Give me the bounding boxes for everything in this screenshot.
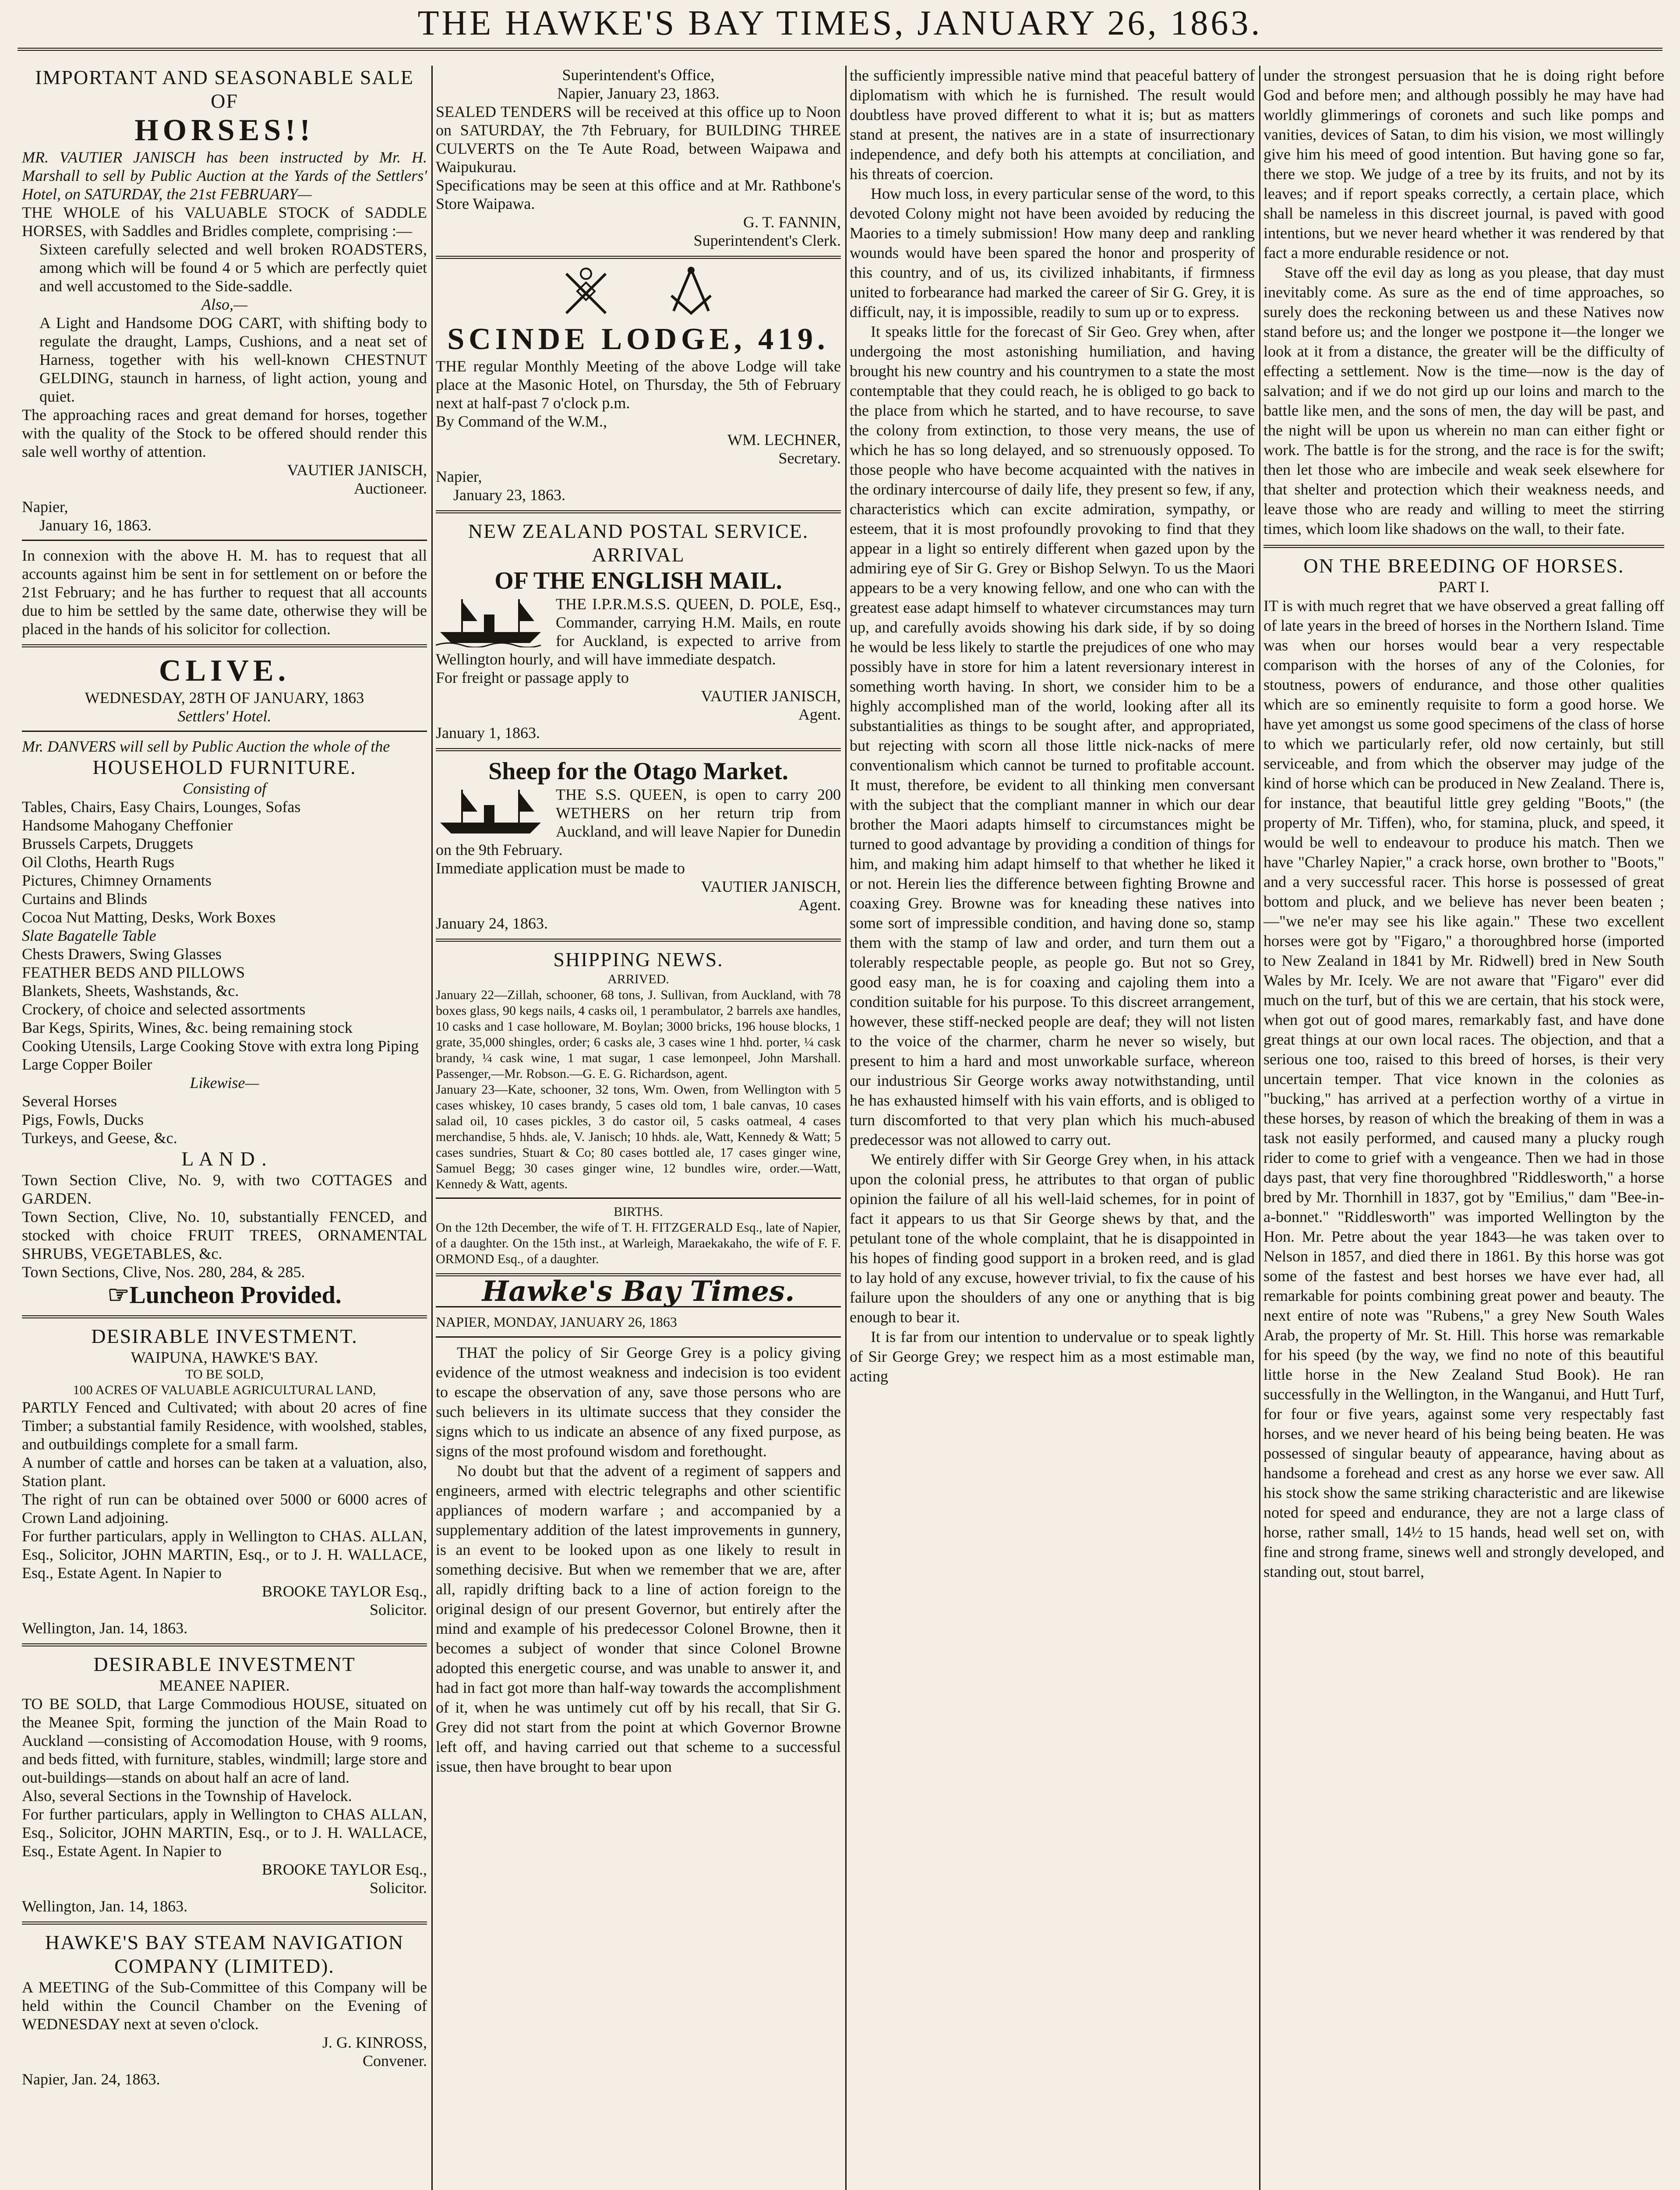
article-paragraph: It is far from our intention to undervalue or to speak lightly of Sir George Grey; we respect him as a most estimable man, acting bbox=[850, 1328, 1255, 1385]
advert-body: THE WHOLE of his VALUABLE STOCK of SADDLE HORSES, with Saddles and Bridles complete, comprising :— bbox=[22, 204, 427, 240]
advert-body: THE regular Monthly Meeting of the above Lodge will take place at the Masonic Hotel, on Thursday, the 5th of February next at half-past 7 o'clock p.m. bbox=[436, 357, 841, 412]
column-2 bbox=[431, 66, 845, 2190]
advert-by: By Command of the W.M., bbox=[436, 413, 607, 430]
section-subtitle: ARRIVED. bbox=[607, 972, 669, 986]
steamship-icon bbox=[436, 595, 550, 647]
advert-title: DESIRABLE INVESTMENT bbox=[93, 1653, 356, 1675]
list-item: Likewise— bbox=[190, 1074, 259, 1091]
advert-signature-title: Convener. bbox=[363, 2052, 427, 2070]
divider bbox=[22, 540, 427, 541]
list-item: Bar Kegs, Spirits, Wines, &c. being remaining stock bbox=[22, 1019, 353, 1036]
postal-advert bbox=[436, 519, 841, 742]
advert-notice: In connexion with the above H. M. has to request that all accounts against him be sent in for settlement on or before the 21st February; and he has further to request that all accounts due to him be settled by the same date, otherwise they will be placed in the hands of his solicitor for collection. bbox=[22, 547, 427, 638]
advert-signature: VAUTIER JANISCH, bbox=[701, 878, 841, 895]
steamship-icon bbox=[436, 785, 550, 838]
steam-navigation-advert bbox=[22, 1931, 427, 2088]
advert-body: THE I.P.R.M.S.S. QUEEN, D. POLE, Esq., Commander, carrying H.M. Mails, en route for Auckland, is expected to arrive from Wellington hourly, and will have immediate despatch. bbox=[436, 595, 841, 668]
editorial-article-continued bbox=[850, 66, 1255, 1386]
advert-body: For further particulars, apply in Wellington to CHAS. ALLAN, Esq., Solicitor, JOHN MARTIN, Esq., or to J. H. WALLACE, Esq., Estate Agent. In Napier to bbox=[22, 1527, 427, 1582]
advert-date: Napier, Jan. 24, 1863. bbox=[22, 2070, 160, 2088]
crossed-swords-icon bbox=[560, 265, 612, 318]
list-item: Tables, Chairs, Easy Chairs, Lounges, Sofas bbox=[22, 798, 301, 816]
investment-advert bbox=[22, 1653, 427, 1915]
advert-intro: MR. VAUTIER JANISCH has been instructed by Mr. H. Marshall to sell by Public Auction at the Yards of the Settlers' Hotel, on SATURDAY, the 21st FEBRUARY— bbox=[22, 148, 427, 203]
advert-signature: WM. LECHNER, bbox=[727, 431, 841, 449]
horse-breeding-article bbox=[1264, 554, 1664, 1582]
advert-place: MEANEE NAPIER. bbox=[159, 1677, 290, 1694]
divider bbox=[22, 644, 427, 647]
advert-date: January 1, 1863. bbox=[436, 724, 540, 742]
list-item: Blankets, Sheets, Washstands, &c. bbox=[22, 982, 239, 1000]
divider bbox=[1264, 545, 1664, 548]
article-paragraph: No doubt but that the advent of a regiment of sappers and engineers, armed with electric telegraphs and other scientific appliances of modern warfare ; and accompanied by a supplementary addition of the latest improvements in gunnery, is an event to be looked upon as one likely to result in something decisive. But when we remember that we are, after all, rapidly drifting back to a line of action foreign to the original design of our present Governor, but entirely after the mind and example of his predecessor Colonel Browne, then it becomes a subject of wonder that since Colonel Browne adopted this energetic course, and was unable to answer it, and had in fact got more than half-way towards the accomplishment of it, when he was untimely cut off by his recall, that Sir G. Grey did not start from the point at which Governor Browne left off, and having carried out that scheme to a successful issue, then have brought to bear upon bbox=[436, 1462, 841, 1775]
advert-body: SEALED TENDERS will be received at this office up to Noon on SATURDAY, the 7th February, for BUILDING THREE CULVERTS on the Te Aute Road, between Waipawa and Waipukurau. bbox=[436, 103, 841, 176]
advert-date: January 24, 1863. bbox=[436, 915, 548, 932]
clive-advert bbox=[22, 653, 427, 1309]
horses-advert bbox=[22, 66, 427, 638]
divider bbox=[22, 731, 427, 732]
advert-signature-title: Agent. bbox=[798, 896, 841, 914]
article-paragraph: How much loss, in every particular sense of the word, to this devoted Colony might not have been avoided by reducing the Maories to a timely submission! How many deep and rankling wounds would have been spared the honor and prosperity of this country, and of us, its civilized inhabitants, if firmness united to forbearance had marked the career of Sir G. Grey, it is difficult, nay, it is impossible, readily to sum up or to express. bbox=[850, 185, 1255, 321]
list-item: Curtains and Blinds bbox=[22, 890, 147, 908]
land-item: Town Section, Clive, No. 10, substantially FENCED, and stocked with choice FRUIT TREES, ORNAMENTAL SHRUBS, VEGETABLES, &c. bbox=[22, 1208, 427, 1262]
list-item: Turkeys, and Geese, &c. bbox=[22, 1129, 177, 1147]
advert-signature: BROOKE TAYLOR Esq., bbox=[261, 1582, 427, 1600]
advert-signature-title: Solicitor. bbox=[369, 1601, 427, 1618]
advert-intro: Mr. DANVERS will sell by Public Auction the whole of the bbox=[22, 738, 390, 755]
masthead-rule bbox=[18, 48, 1662, 51]
shipping-news bbox=[436, 948, 841, 1267]
advert-body: The right of run can be obtained over 5000 or 6000 acres of Crown Land adjoining. bbox=[22, 1491, 427, 1526]
divider bbox=[22, 1315, 427, 1318]
list-item: Oil Cloths, Hearth Rugs bbox=[22, 853, 174, 871]
divider bbox=[436, 256, 841, 259]
divider bbox=[436, 939, 841, 942]
divider bbox=[436, 748, 841, 751]
advert-body: TO BE SOLD, that Large Commodious HOUSE, situated on the Meanee Spit, forming the junction of the Main Road to Auckland —consisting of Accomodation House, with 9 rooms, and beds fitted, with furniture, stables, windmill; large store and out-buildings—stands on about half an acre of land. bbox=[22, 1695, 427, 1786]
column-1 bbox=[18, 66, 431, 2190]
list-item: Brussels Carpets, Druggets bbox=[22, 835, 193, 852]
advert-arrival: ARRIVAL bbox=[592, 544, 685, 566]
advert-signature-title: Auctioneer. bbox=[354, 480, 427, 497]
advert-heading: IMPORTANT AND SEASONABLE SALE OF bbox=[35, 66, 414, 112]
births-heading: BIRTHS. bbox=[614, 1204, 663, 1219]
list-item: Cooking Utensils, Large Cooking Stove with extra long Piping bbox=[22, 1037, 419, 1055]
advert-heading: L A N D . bbox=[181, 1148, 268, 1170]
advert-signature-title: Secretary. bbox=[778, 449, 841, 467]
list-item: Large Copper Boiler bbox=[22, 1056, 152, 1073]
advert-signature-title: Solicitor. bbox=[369, 1879, 427, 1897]
advert-where: Settlers' Hotel. bbox=[177, 707, 272, 725]
article-paragraph: under the strongest persuasion that he is doing right before God and before men; and although possibly he may have had worldly glimmerings of coronets and such like pomps and vanities, devices of Satan, to dim his vision, we most willingly give him his meed of good intention. But having gone so far, there we stop. We judge of a tree by its fruits, and not by its leaves; and if report speaks correctly, a certain place, which shall be nameless in this discreet journal, is paved with good intentions, but we never heard whether it was rendered by that fact a more endurable residence or not. bbox=[1264, 67, 1664, 261]
advert-place: WAIPUNA, HAWKE'S BAY. bbox=[131, 1349, 318, 1366]
advert-signature: G. T. FANNIN, bbox=[743, 213, 841, 231]
advert-body: A MEETING of the Sub-Committee of this Company will be held within the Council Chamber on the Evening of WEDNESDAY next at seven o'clock. bbox=[22, 1978, 427, 2033]
shipping-entry: January 23—Kate, schooner, 32 tons, Wm. Owen, from Wellington with 5 cases whiskey, 10 cases brandy, 5 cases old tom, 1 bale canvas, 10 cases salad oil, 10 cases pickles, 3 do castor oil, 5 casks oatmeal, 4 cases merchandise, 5 hhds. ale, V. Janisch; 10 hhds. ale, Watt, Kennedy & Watt; 5 cases sundries, Stuart & Co; 80 cases bottled ale, 17 cases ginger wine, Samuel Begg; 30 cases ginger wine, 12 bundles wire, order.—Watt, Kennedy & Watt, agents. bbox=[436, 1082, 841, 1191]
article-paragraph: Stave off the evil day as long as you please, that day must inevitably come. As sure as the end of time approaches, so surely does the reckoning between us and these Natives now stand before us; and the longer we postpone it—the longer we look at it from a distance, the greater will be the difficulty of effecting a settlement. Now is the time—now is the day of salvation; and if we do not gird up our loins and march to the battle like men, and the sons of men, the day will be past, and the night will be upon us wherein no man can either fight or work. The battle is for the strong, and the race is for the swift; then let those who are imbecile and weak seek elsewhere for that shelter and protection which their weakness needs, and leave those who are ready and willing to meet the stirring times, which loom like shadows on the wall, to their fate. bbox=[1264, 264, 1664, 537]
advert-body: The approaching races and great demand for horses, together with the quality of the Stock to be offered should render this sale well worthy of attention. bbox=[22, 406, 427, 460]
land-item: Town Sections, Clive, Nos. 280, 284, & 285. bbox=[22, 1263, 305, 1281]
square-and-compasses-icon bbox=[665, 265, 717, 318]
masonic-emblems bbox=[436, 265, 841, 318]
births-text: On the 12th December, the wife of T. H. FITZGERALD Esq., late of Napier, of a daughter. On the 15th inst., at Warleigh, Maraekakaho, the wife of F. F. ORMOND Esq., of a daughter. bbox=[436, 1220, 841, 1266]
list-item: Slate Bagatelle Table bbox=[22, 927, 156, 944]
article-part: PART I. bbox=[1438, 578, 1489, 596]
list-item: Cocoa Nut Matting, Desks, Work Boxes bbox=[22, 908, 276, 926]
advert-sold: TO BE SOLD, bbox=[185, 1367, 264, 1381]
list-item: Chests Drawers, Swing Glasses bbox=[22, 945, 222, 963]
advert-body: Specifications may be seen at this office and at Mr. Rathbone's Store Waipawa. bbox=[436, 177, 841, 212]
masthead bbox=[0, 0, 1680, 57]
investment-advert bbox=[22, 1325, 427, 1637]
advert-title: HORSES!! bbox=[134, 113, 314, 147]
list-item: Pigs, Fowls, Ducks bbox=[22, 1111, 144, 1128]
advert-acres: 100 ACRES OF VALUABLE AGRICULTURAL LAND, bbox=[73, 1383, 376, 1397]
advert-title: DESIRABLE INVESTMENT. bbox=[91, 1325, 358, 1347]
dateline-text: NAPIER, MONDAY, JANUARY 26, 1863 bbox=[436, 1314, 677, 1330]
article-paragraph: It speaks little for the forecast of Sir Geo. Grey when, after undergoing the most astonishing humiliation, and having brought his new country and his countrymen to a state the most contemptable that they could reach, he is obliged to go back to the place from which he started, and to have recourse, to save the colony from extinction, to those very means, the use of which he has so long delayed, and so strenuously opposed. To those people who have become acquainted with the natives in the ordinary intercourse of daily life, they present so few, if any, characteristics which can excite admiration, sympathy, or esteem, that it is most profoundly provoking to find that they appear in a light so entirely different when gazed upon by the admiring eye of Sir G. Grey or Bishop Selwyn. To us the Maori appears to be a very knowing fellow, and one who can with the greatest ease adapt himself to whatever circumstances may turn up, and carefully avoids showing his dark side, if by so doing he would be less likely to startle the prejudices of one who may possibly have in store for him a latent reversionary interest in something worth having. In short, we consider him to be a highly accomplished man of the world, looking after all its substantialities as things to be sought after, and appropriated, but rejecting with scorn all those little nick-nacks of mere conventionalism which cannot be turned to profitable account. It must, therefore, be evident to all thinking men conversant with the subject that the compliant manner in which our dear brother the Maori adapts himself to circumstances might be turned to good advantage by providing a condition of things for him, and making him adapt himself to that whether he liked it or not. Herein lies the difference between fighting Browne and coaxing Grey. Browne was for kneading these natives into some sort of impressible condition, and having done so, stamp them with the stamp of law and order, and turn them out a tolerably respectable people, as people go. But not so Grey, good easy man, he is for coaxing and cajoling them into a condition suitable for his purpose. To this discreet arrangement, however, these stiff-necked people are deaf; they will not listen to the voice of the charmer, charm he never so wisely, but present to him a hard and most unworkable surface, whereon our industrious Sir George works away notwithstanding, until he has exhausted himself with his vain efforts, and is obliged to turn discomforted to that very plan which his much-abused predecessor was not allowed to carry out. bbox=[850, 323, 1255, 1148]
divider bbox=[436, 510, 841, 513]
luncheon-notice: ☞ Luncheon Provided. bbox=[22, 1281, 427, 1309]
article-paragraph: THAT the policy of Sir George Grey is a policy giving evidence of the utmost weakness and indecision is too evident to escape the observation of any, save those persons who are such believers in its ultimate success that they consider the signs which to us indicate an absence of any fixed purpose, as signs of the most profound wisdom and forethought. bbox=[436, 1344, 841, 1460]
advert-signature: J. G. KINROSS, bbox=[322, 2034, 427, 2051]
advert-body: Also, several Sections in the Township of Havelock. bbox=[22, 1787, 352, 1805]
advert-also: Also,— bbox=[201, 296, 247, 313]
list-item: Pictures, Chimney Ornaments bbox=[22, 872, 212, 889]
advert-body: A Light and Handsome DOG CART, with shifting body to regulate the draught, Lamps, Cushions, and a neat set of Harness, together with his well-known CHESTNUT GELDING, staunch in harness, of light action, young and quiet. bbox=[39, 314, 427, 405]
sheep-advert bbox=[436, 757, 841, 933]
advert-date: January 16, 1863. bbox=[39, 516, 152, 534]
article-paragraph: the sufficiently impressible native mind that peaceful battery of diplomatism with which he is furnished. The result would doubtless have proved different to what it is; but as matters stand at present, the natives are in a state of insurrectionary independence, and defy both his attempts at conciliation, and his threats of coercion. bbox=[850, 67, 1255, 183]
land-item: Town Section Clive, No. 9, with two COTTAGES and GARDEN. bbox=[22, 1171, 427, 1207]
article-title: ON THE BREEDING OF HORSES. bbox=[1303, 555, 1624, 577]
advert-date: Wellington, Jan. 14, 1863. bbox=[22, 1619, 188, 1637]
advert-body: PARTLY Fenced and Cultivated; with about 20 acres of fine Timber; a substantial family Residence, with woolshed, stables, and outbuildings complete for a small farm. bbox=[22, 1399, 427, 1453]
editorial-article-end bbox=[1264, 66, 1664, 539]
advert-date: Wellington, Jan. 14, 1863. bbox=[22, 1897, 188, 1915]
advert-title: SCINDE LODGE, 419. bbox=[447, 322, 829, 356]
tender-advert bbox=[436, 66, 841, 250]
advert-body: Sixteen carefully selected and well broken ROADSTERS, among which will be found 4 or 5 which are perfectly quiet and well accustomed to the Side-saddle. bbox=[39, 240, 427, 295]
advert-place: Napier, bbox=[436, 468, 482, 485]
advert-signature-title: Agent. bbox=[798, 706, 841, 723]
advert-body: For further particulars, apply in Wellington to CHAS ALLAN, Esq., Solicitor, JOHN MARTIN, Esq., or to J. H. WALLACE, Esq., Estate Agent. In Napier to bbox=[22, 1805, 427, 1860]
divider bbox=[22, 1922, 427, 1925]
shipping-entry: January 22—Zillah, schooner, 68 tons, J. Sullivan, from Auckland, with 78 boxes glass, 90 kegs nails, 4 casks oil, 1 perambulator, 2 barrels axe handles, 10 casks and 1 case holloware, M. Boylan; 3000 bricks, 196 house blocks, 1 grate, 35,000 shingles, order; 6 casks ale, 3 cases wine 1 hhd. porter, ¼ cask brandy, ¼ cask wine, 1 mat sugar, 1 case lemonpeel, John Marshall. Passenger,—Mr. Robson.—G. E. G. Richardson, agent. bbox=[436, 988, 841, 1081]
advert-signature: VAUTIER JANISCH, bbox=[701, 687, 841, 705]
advert-office: Superintendent's Office, bbox=[562, 66, 715, 84]
advert-body: A number of cattle and horses can be taken at a valuation, also, Station plant. bbox=[22, 1454, 427, 1490]
advert-signature: BROOKE TAYLOR Esq., bbox=[261, 1861, 427, 1878]
divider bbox=[436, 1197, 841, 1199]
advert-heading: NEW ZEALAND POSTAL SERVICE. bbox=[468, 520, 809, 542]
article-paragraph: IT is with much regret that we have observed a great falling off of late years in the breed of horses in the Northern Island. Time was when our horses would bear a very respectable comparison with the horses of any of the Colonies, for stoutness, powers of endurance, and those other qualities which are so eminently requisite to form a good horse. We have yet amongst us some good specimens of the class of horse to which we particularly refer, old now certainly, but still serviceable, and from which the observer may judge of the kind of horse which can be produced in New Zealand. There is, for instance, that beautiful little grey gelding "Boots," (the property of Mr. Tiffen), who, for stamina, pluck, and speed, it would be well to endeavour to produce his match. Then we have "Charley Napier," a crack horse, own brother to "Boots," and a very successful racer. This horse is possessed of great bottom and pluck, and we believe has never been beaten ;—"we ne'er may see his like again." These two excellent horses were got by "Figaro," a thoroughbred horse (imported to New Zealand in 1841 by Mr. Ridwell) bred in New South Wales by Mr. Icely. We are not aware that "Figaro" ever did much on the turf, but of this we are certain, that his stock were, when got out of good mares, remarkably fast, and have done great things at our own local races. The objection, and that a serious one too, raised to this breed of horses, is their very uncertain temper. That vice known in the colonies as "bucking," has arrived at a perfection worthy of a virtue in these horses, by reason of which the breaking of them in was a task not easily performed, and caused many a plucky rough rider to come to grief with a vengeance. Then we had in those days past, that very fine thoroughbred "Riddlesworth," a horse bred by Mr. Thornhill in 1837, got by "Emilius," dam "Bee-in-a-bonnet." "Riddlesworth" was imported Wellington by the Hon. Mr. Petre about the year 1843—he was taken over to Nelson in 1857, and died there in 1861. By this horse was got some of the fastest and best horses we have ever had, all remarkable for points combining great power and beauty. The next entire of note was "Rubens," a grey New South Wales Arab, the property of Mr. St. Hill. This horse was remarkable for his speed (by the way, we find no note of this beautiful little horse in the New Zealand Stud Book). He ran successfully in the Wellington, in the Wanganui, and Hutt Turf, for four or five years, against some very respectably fast horses, and we never heard of his being being beaten. He was possessed of singular beauty of appearance, having about as handsome a forehead and crest as any horse we ever saw. All his stock show the same striking characteristic and are likewise noted for speed and endurance, they are not a large class of horse, rather small, 14½ to 15 hands, head well set on, with fine and strong frame, sinews well and strongly developed, and standing out, stout barrel, bbox=[1264, 597, 1664, 1580]
lodge-advert bbox=[436, 265, 841, 504]
divider bbox=[436, 1336, 841, 1338]
editorial-masthead: Hawke's Bay Times. bbox=[482, 1275, 795, 1308]
advert-title: HAWKE'S BAY STEAM NAVIGATION COMPANY (LIMITED). bbox=[45, 1931, 404, 1977]
divider bbox=[22, 1643, 427, 1646]
advert-signature: VAUTIER JANISCH, bbox=[287, 461, 427, 479]
advert-place: Napier, bbox=[22, 498, 68, 516]
advert-date: Napier, January 23, 1863. bbox=[557, 85, 720, 102]
advert-title: CLIVE. bbox=[159, 654, 290, 688]
advert-when: WEDNESDAY, 28TH OF JANUARY, 1863 bbox=[85, 689, 364, 706]
advert-title: Sheep for the Otago Market. bbox=[488, 758, 788, 785]
advert-apply: For freight or passage apply to bbox=[436, 669, 629, 686]
editorial-article bbox=[436, 1343, 841, 1777]
editorial-dateline bbox=[436, 1313, 841, 1331]
newspaper-title: THE HAWKE'S BAY TIMES, JANUARY 26, 1863. bbox=[417, 4, 1263, 42]
advert-signature-title: Superintendent's Clerk. bbox=[693, 232, 841, 249]
article-paragraph: We entirely differ with Sir George Grey when, in his attack upon the colonial press, he attributes to that organ of public opinion the failure of all his well-laid schemes, for in point of fact it appears to us that Sir George shews by that, and the petulant tone of the whole complaint, that he is disappointed in his hopes of finding good support in a broken reed, and is glad to lay hold of any excuse, however trivial, to fix the cause of his failure upon the shoulders of any one or anything that is big enough to bear it. bbox=[850, 1151, 1255, 1326]
list-item: FEATHER BEDS AND PILLOWS bbox=[22, 964, 245, 981]
advert-consisting: Consisting of bbox=[182, 780, 267, 797]
advert-title: OF THE ENGLISH MAIL. bbox=[494, 567, 782, 594]
advert-heading: HOUSEHOLD FURNITURE. bbox=[92, 756, 356, 778]
list-item: Several Horses bbox=[22, 1092, 117, 1110]
advert-apply: Immediate application must be made to bbox=[436, 859, 685, 877]
column-4 bbox=[1259, 66, 1669, 2190]
column-3 bbox=[845, 66, 1259, 2190]
advert-date: January 23, 1863. bbox=[453, 486, 565, 504]
list-item: Handsome Mahogany Cheffonier bbox=[22, 816, 233, 834]
section-title: SHIPPING NEWS. bbox=[553, 948, 724, 971]
advert-body: THE S.S. QUEEN, is open to carry 200 WETHERS on her return trip from Auckland, and will leave Napier for Dunedin on the 9th February. bbox=[436, 786, 841, 858]
furniture-list bbox=[22, 798, 427, 1147]
list-item: Crockery, of choice and selected assortments bbox=[22, 1000, 306, 1018]
